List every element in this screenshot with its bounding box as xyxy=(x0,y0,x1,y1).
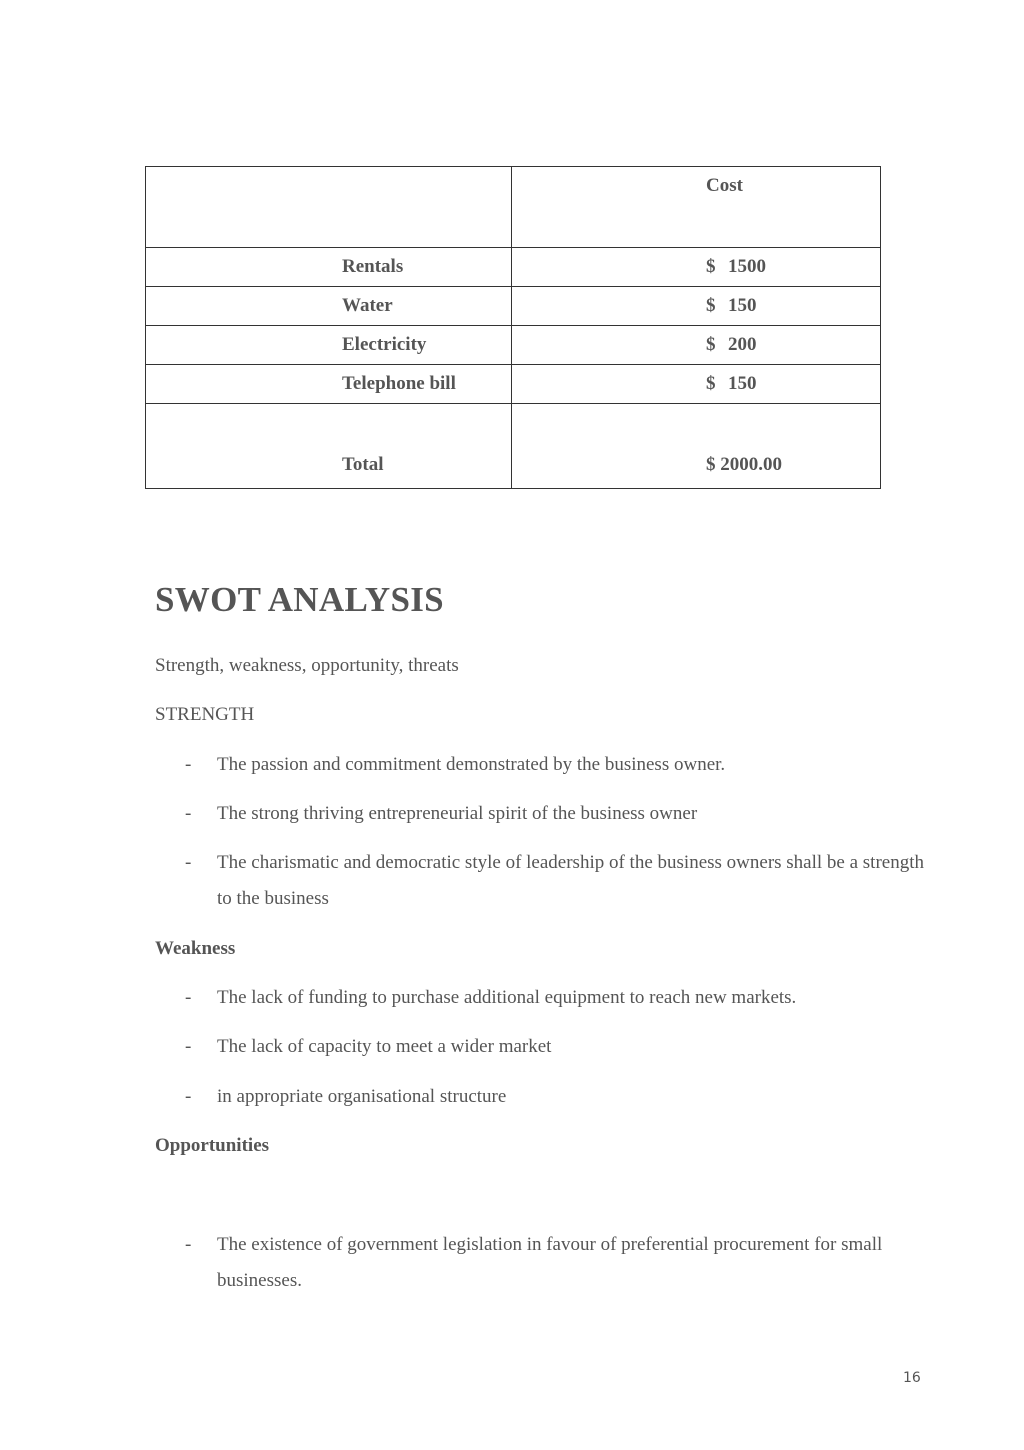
bullet-dash: - xyxy=(185,1086,192,1107)
total-value: $ 2000.00 xyxy=(512,404,881,489)
bullet-dash: - xyxy=(185,1036,192,1057)
page-number: 16 xyxy=(903,1370,921,1386)
list-item xyxy=(155,845,935,917)
list-item xyxy=(155,747,935,783)
bullet-dash: - xyxy=(185,1234,192,1255)
row-amount: 1500 xyxy=(728,256,766,277)
row-label: Electricity xyxy=(146,326,512,365)
bullet-dash: - xyxy=(185,987,192,1008)
weakness-item: The lack of funding to purchase additional equipment to reach new markets. xyxy=(217,987,797,1008)
weakness-item: in appropriate organisational structure xyxy=(217,1086,507,1107)
table-total-row xyxy=(146,404,881,489)
strength-item: The strong thriving entrepreneurial spirit of the business owner xyxy=(217,803,698,824)
row-currency: $ xyxy=(706,256,716,277)
row-currency: $ xyxy=(706,373,716,394)
list-item xyxy=(155,1079,935,1115)
opportunity-item: The existence of government legislation in favour of preferential procurement for small businesses. xyxy=(217,1234,883,1291)
row-label: Telephone bill xyxy=(146,365,512,404)
bullet-dash: - xyxy=(185,852,192,873)
weakness-item: The lack of capacity to meet a wider market xyxy=(217,1036,552,1057)
row-label: Rentals xyxy=(146,248,512,287)
strength-item: The passion and commitment demonstrated by the business owner. xyxy=(217,754,726,775)
swot-title: SWOT ANALYSIS xyxy=(155,580,444,619)
row-currency: $ xyxy=(706,295,716,316)
row-label: Water xyxy=(146,287,512,326)
list-item xyxy=(155,1029,935,1065)
row-value xyxy=(512,287,881,326)
cost-table xyxy=(145,166,881,489)
table-row xyxy=(146,365,881,404)
list-item xyxy=(155,1227,935,1299)
row-value xyxy=(512,248,881,287)
bullet-dash: - xyxy=(185,754,192,775)
row-amount: 150 xyxy=(728,295,757,316)
swot-subtitle: Strength, weakness, opportunity, threats xyxy=(155,655,459,676)
strength-heading: STRENGTH xyxy=(155,704,255,725)
list-item xyxy=(155,980,935,1016)
row-currency: $ xyxy=(706,334,716,355)
list-item xyxy=(155,796,935,832)
row-amount: 200 xyxy=(728,334,757,355)
opportunities-heading: Opportunities xyxy=(155,1135,270,1156)
table-row xyxy=(146,287,881,326)
table-header-row xyxy=(146,167,881,248)
table-row xyxy=(146,326,881,365)
table-header-cost: Cost xyxy=(512,167,881,248)
weakness-heading: Weakness xyxy=(155,938,236,959)
strength-item: The charismatic and democratic style of leadership of the business owners shall be a strength to the business xyxy=(217,852,924,909)
bullet-dash: - xyxy=(185,803,192,824)
table-row xyxy=(146,248,881,287)
table-header-label xyxy=(146,167,512,248)
row-value xyxy=(512,326,881,365)
row-amount: 150 xyxy=(728,373,757,394)
total-label: Total xyxy=(146,404,512,489)
row-value xyxy=(512,365,881,404)
